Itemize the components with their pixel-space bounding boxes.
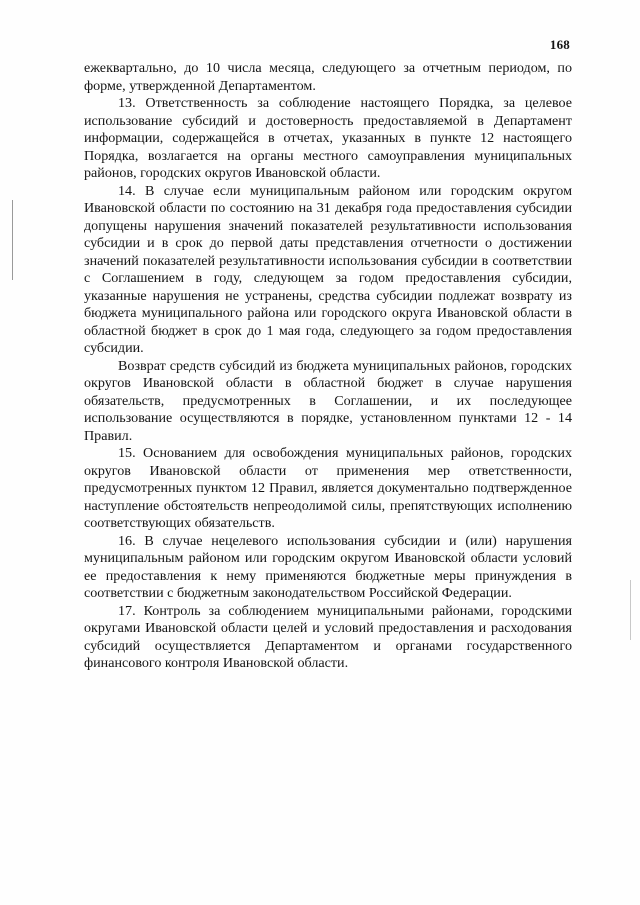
paragraph-continuation: ежеквартально, до 10 числа месяца, следующего за отчетным периодом, по форме, утвержденной Департаментом. — [84, 60, 572, 94]
document-body — [84, 60, 572, 673]
paragraph-16: 16. В случае нецелевого использования субсидии и (или) нарушения муниципальным районом или городским округом Ивановской области условий ее предоставления к нему применяются бюджетные меры принуждения в соответствии с бюджетным законодательством Российской Федерации. — [84, 532, 572, 601]
page-number: 168 — [549, 37, 570, 52]
scan-edge-line — [12, 200, 13, 280]
scan-edge-line-right — [630, 580, 631, 640]
paragraph-13: 13. Ответственность за соблюдение настоящего Порядка, за целевое использование субсидий и достоверность предоставляемой в Департамент информации, содержащейся в отчетах, указанных в пункте 12 настоящего Порядка, возлагается на органы местного самоуправления муниципальных районов, городских округов Ивановской области. — [84, 95, 572, 181]
paragraph-15: 15. Основанием для освобождения муниципальных районов, городских округов Ивановской области от применения мер ответственности, предусмотренных пунктом 12 Правил, является документально подтвержденное наступление обстоятельств непреодолимой силы, препятствующих исполнению соответствующих обязательств. — [84, 445, 572, 531]
paragraph-14-return: Возврат средств субсидий из бюджета муниципальных районов, городских округов Ивановской области в областной бюджет в случае нарушения обязательств, предусмотренных в Соглашении, и их последующее использование осуществляются в порядке, установленном пунктами 12 - 14 Правил. — [84, 357, 572, 444]
paragraph-17: 17. Контроль за соблюдением муниципальными районами, городскими округами Ивановской области целей и условий предоставления и расходования субсидий осуществляется Департаментом и органами государственного финансового контроля Ивановской области. — [84, 602, 572, 671]
paragraph-14: 14. В случае если муниципальным районом или городским округом Ивановской области по состоянию на 31 декабря года предоставления субсидии допущены нарушения значений показателей результативности использования субсидии и в срок до первой даты представления отчетности о достижении значений показателей результативности использования субсидии в соответствии с Соглашением в году, следующем за годом предоставления субсидии, указанные нарушения не устранены, средства субсидии подлежат возврату из бюджета муниципального района или городского округа Ивановской области в областной бюджет в срок до 1 мая года, следующего за годом предоставления субсидии. — [84, 182, 572, 356]
